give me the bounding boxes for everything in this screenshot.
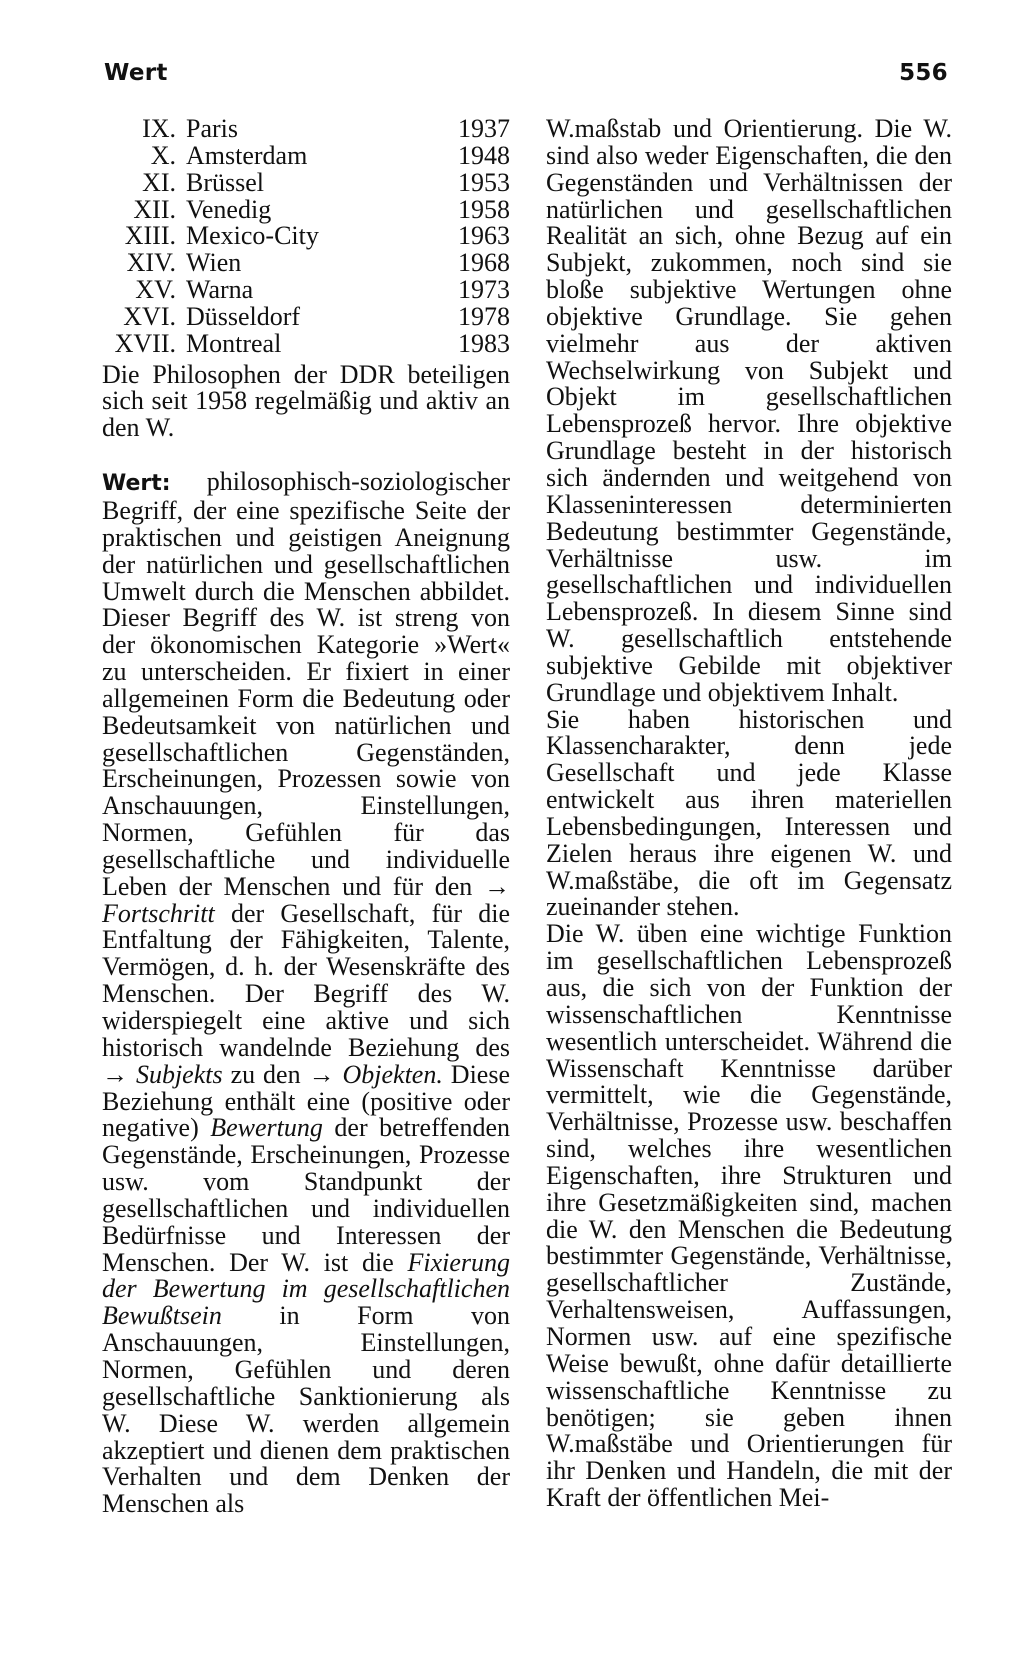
crossref-fortschritt[interactable]: Fortschritt [102,898,215,928]
congress-row [102,197,510,224]
congress-year: 1953 [458,167,510,197]
emphasis-bewertung: Bewertung [210,1113,323,1143]
congress-year: 1983 [458,328,510,358]
congress-row [102,223,510,250]
entry-text-right-1: W.maßstab und Orientierung. Die W. sind also weder Eigenschaften, die den Gegenständen und Verhältnissen der natürlichen und gesellschaftlichen Realität an sich, ohne Bezug auf ein Subjekt, zukommen, noch sind sie bloße subjektive Wertungen ohne objektive Grundlage. Sie gehen vielmehr aus der aktiven Wechselwirkung von Subjekt und Objekt im gesellschaftlichen Lebensprozeß hervor. Ihre objektive Grundlage besteht in der historisch sich ändernden und weitgehend von Klasseninteressen determinierten Bedeutung bestimmter Gegenstände, Verhältnisse usw. im gesellschaftlichen und individuellen Lebensprozeß. In diesem Sinne sind W. gesellschaftlich entstehende subjektive Gebilde mit objektiver Grundlage und objektivem Inhalt. [546,114,952,707]
congress-year: 1963 [458,221,510,251]
congress-number: XVI. [123,301,176,331]
congress-year: 1978 [458,301,510,331]
congress-year: 1958 [458,194,510,224]
entry-text-3: zu den [230,1059,301,1089]
congress-city: Amsterdam [186,140,308,170]
congress-row [102,250,510,277]
congress-row [102,331,510,358]
congress-number: X. [150,140,176,170]
running-head-keyword: Wert [104,60,168,86]
congress-year: 1948 [458,140,510,170]
entry-text-right-3: Die W. üben eine wichtige Funktion im gesellschaftlichen Lebensprozeß aus, die sich von der Funktion der wissenschaftlichen Kenntnisse wesentlich unterscheidet. Während die Wissenschaft Kenntnisse darüber vermittelt, wie die Gegenstände, Verhältnisse, Prozesse usw. beschaffen sind, welches ihre wesentlichen Eigenschaften, ihre Strukturen und ihre Gesetzmäßigkeiten sind, machen die W. den Menschen die Bedeutung bestimmter Gegenstände, Verhältnisse, gesellschaftlicher Zustände, Verhaltensweisen, Auffassungen, Normen usw. auf eine spezifische Weise bewußt, ohne dafür detaillierte wissenschaftliche Kenntnisse zu benötigen; sie geben ihnen W.maßstäbe und Orientierungen für ihr Denken und Handeln, die mit der Kraft der öffentlichen Mei- [546,919,952,1513]
congress-row [102,304,510,331]
congress-number: XVII. [114,328,176,358]
entry-text-1: philosophisch-soziologischer Begriff, der eine spezifische Seite der praktischen und geistigen Aneignung der natürlichen und gesellschaftlichen Umwelt durch die Menschen abbildet. Dieser Begriff des W. ist streng von der ökonomischen Kategorie »Wert« zu unterscheiden. Er fixiert in einer allgemeinen Form die Bedeutung oder Bedeutsamkeit von natürlichen und gesellschaftlichen Gegenständen, Erscheinungen, Prozessen sowie von Anschauungen, Einstellungen, Normen, Gefühlen für das gesellschaftliche und individuelle Leben der Menschen und für den [102,467,510,901]
page-number: 556 [899,60,948,86]
congress-number: XI. [142,167,176,197]
entry-text-5: der betreffenden Gegenstände, Erscheinungen, Prozesse usw. vom Standpunkt der gesellschaftlichen und individuellen Bedürfnisse und Interessen der Menschen. Der W. ist die [102,1113,511,1277]
emphasis-fixierung: Fixierung der Bewertung im gesellschaftlichen Bewußtsein [102,1247,511,1331]
ddr-note: Die Philosophen der DDR beteiligen sich seit 1958 regelmäßig und aktiv an den W. [102,359,510,443]
congress-city: Warna [186,275,254,305]
congress-city: Paris [186,114,238,143]
congress-row [102,143,510,170]
congress-year: 1973 [458,275,510,305]
congress-city: Montreal [186,328,282,358]
entry-text-6: in Form von Anschauungen, Einstellungen, Normen, Gefühlen und deren gesellschaftliche Sanktionierung als W. Diese W. werden allgemein akzeptiert und dienen dem praktischen Verhalten und dem Denken der Menschen als [102,1301,510,1519]
entry-text-2: der Gesellschaft, für die Entfaltung der Fähigkeiten, Talente, Vermögen, d. h. der Wesenskräfte des Menschen. Der Begriff des W. widerspiegelt eine aktive und sich historisch wandelnde Beziehung des [102,898,511,1062]
arrow-icon: → [308,1059,335,1089]
arrow-icon: → [484,871,510,901]
entry-wert [102,469,510,1518]
entry-text-right-2: Sie haben historischen und Klassencharakter, denn jede Gesellschaft und jede Klasse entwickelt aus ihren materiellen Lebensbedingungen, Interessen und Zielen heraus ihre eigenen W. und W.maßstäbe, die oft im Gegensatz zueinander stehen. [546,704,952,922]
right-column [546,116,952,1512]
congress-city: Mexico-City [186,221,319,251]
congress-year: 1937 [458,114,510,143]
congress-city: Brüssel [186,167,264,197]
crossref-subjekts[interactable]: Subjekts [135,1059,223,1089]
congress-row [102,277,510,304]
congress-row [102,116,510,143]
entry-text-4: Diese Beziehung enthält eine (positive oder negative) [102,1059,510,1143]
congress-number: XV. [135,275,176,305]
congress-year: 1968 [458,248,510,278]
congress-city: Wien [186,248,242,278]
congress-number: XII. [133,194,176,224]
arrow-icon: → [102,1059,128,1089]
congress-number: IX. [142,114,176,143]
left-column [102,116,510,1518]
congress-row [102,170,510,197]
crossref-objekten[interactable]: Objekten. [342,1059,443,1089]
congress-list [102,116,510,358]
entry-keyword: Wert: [102,471,171,497]
congress-number: XIV. [126,248,176,278]
congress-city: Venedig [186,194,272,224]
congress-number: XIII. [124,221,176,251]
congress-city: Düsseldorf [186,301,301,331]
